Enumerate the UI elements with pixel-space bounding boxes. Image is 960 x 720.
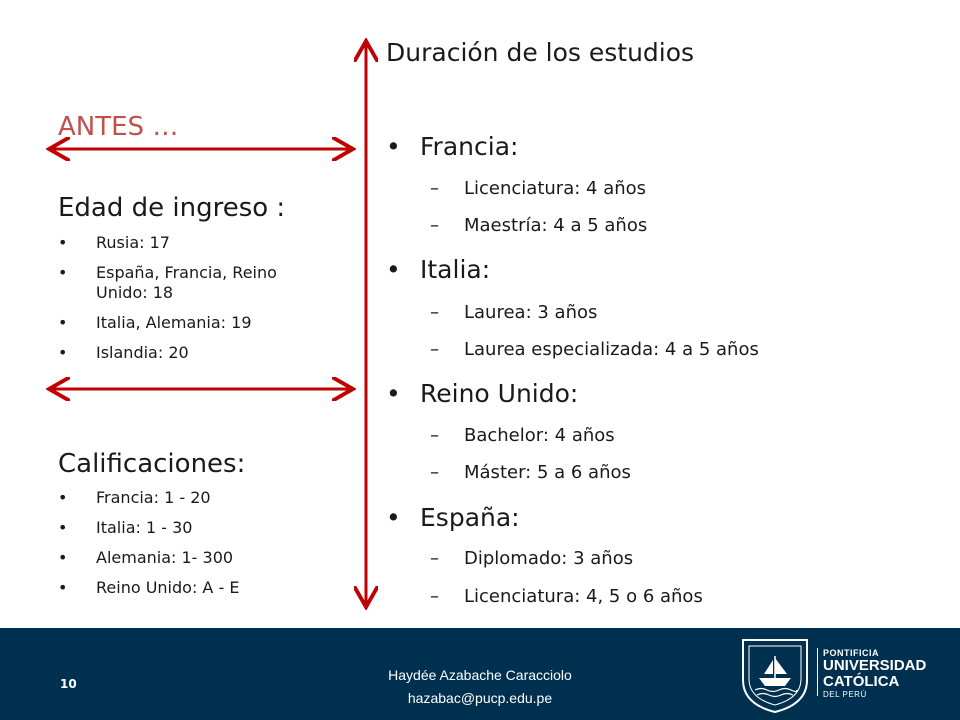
page-number: 10 xyxy=(60,677,77,691)
logo-divider xyxy=(817,648,818,696)
list-item: • España, Francia, Reino Unido: 18 xyxy=(58,263,277,302)
author-name: Haydée Azabache Caracciolo xyxy=(388,667,572,683)
list-item: • Rusia: 17 xyxy=(58,233,170,252)
sub-item: – Máster: 5 a 6 años xyxy=(430,462,631,483)
list-item: • Italia, Alemania: 19 xyxy=(58,313,252,332)
list-item: • Islandia: 20 xyxy=(58,343,189,362)
calificaciones-heading: Calificaciones: xyxy=(58,449,246,479)
antes-heading: ANTES … xyxy=(58,112,179,142)
country-reino-unido: • Reino Unido: xyxy=(386,379,579,408)
edad-list xyxy=(58,233,277,373)
sub-item: – Diplomado: 3 años xyxy=(430,548,634,569)
logo-line2: UNIVERSIDAD xyxy=(823,657,927,674)
edad-heading: Edad de ingreso : xyxy=(58,193,286,223)
sub-item: – Laurea especializada: 4 a 5 años xyxy=(430,339,759,360)
list-item: • Reino Unido: A - E xyxy=(58,578,240,597)
author-email: hazabac@pucp.edu.pe xyxy=(407,690,553,706)
country-espana: • España: xyxy=(386,503,520,532)
list-item: • Francia: 1 - 20 xyxy=(58,488,211,507)
country-francia: • Francia: xyxy=(386,132,519,161)
sub-item: – Licenciatura: 4 años xyxy=(430,178,647,199)
sub-item: – Laurea: 3 años xyxy=(430,302,598,323)
footer-author xyxy=(300,664,660,710)
sub-item: – Bachelor: 4 años xyxy=(430,425,615,446)
footer-bar xyxy=(0,628,960,720)
logo-line1: PONTIFICIA xyxy=(823,648,879,658)
sub-item: – Maestría: 4 a 5 años xyxy=(430,215,648,236)
list-item: • Italia: 1 - 30 xyxy=(58,518,193,537)
university-logo-text xyxy=(823,648,926,700)
logo-line4: DEL PERÚ xyxy=(823,690,867,699)
calificaciones-list xyxy=(58,488,239,608)
logo-line3: CATÓLICA xyxy=(823,673,900,690)
country-italia: • Italia: xyxy=(386,255,491,284)
university-seal-icon xyxy=(737,634,813,714)
sub-item: – Licenciatura: 4, 5 o 6 años xyxy=(430,586,703,607)
duracion-title: Duración de los estudios xyxy=(386,38,695,67)
list-item: • Alemania: 1- 300 xyxy=(58,548,234,567)
